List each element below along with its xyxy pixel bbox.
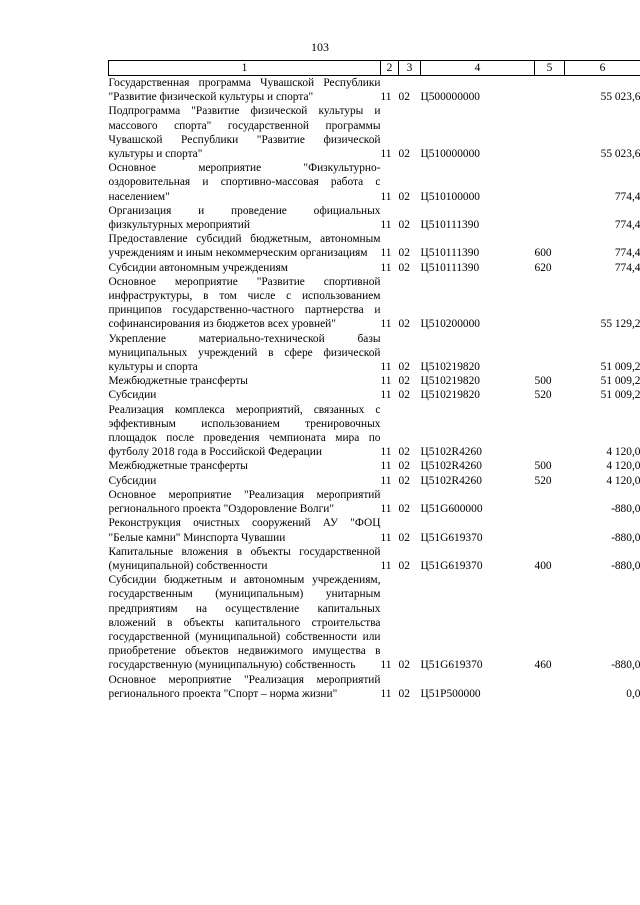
row-name: Организация и проведение официальных физкультурных мероприятий [108, 204, 381, 232]
row-section: 11 [380, 559, 392, 572]
row-expense-type [535, 76, 565, 105]
table-row [109, 474, 640, 488]
row-amount: 55 129,2 [600, 318, 640, 331]
page-number: 103 [311, 40, 329, 54]
row-expense-type [535, 488, 565, 516]
row-expense-type: 620 [534, 261, 552, 274]
table-row [109, 275, 640, 332]
row-target-article: Ц510111390 [420, 219, 480, 232]
row-amount: 4 120,0 [606, 460, 640, 473]
row-name: Предоставление субсидий бюджетным, автономным учреждениям и иным некоммерческим организациям [108, 233, 381, 260]
header-col-3: 3 [399, 61, 421, 76]
row-section: 11 [380, 91, 392, 104]
row-subsection: 02 [398, 91, 410, 104]
row-target-article: Ц510111390 [420, 261, 480, 274]
row-amount: 51 009,2 [600, 361, 640, 374]
row-name: Основное мероприятие "Реализация мероприятий регионального проекта "Оздоровление Волги" [108, 488, 381, 516]
table-row [109, 673, 640, 701]
row-section: 11 [380, 460, 392, 473]
row-target-article: Ц5102R4260 [420, 474, 482, 487]
row-section: 11 [380, 190, 392, 203]
row-section: 11 [380, 219, 392, 232]
row-name: Подпрограмма "Развитие физической культуры и массового спорта" государственной программы Чувашской Республики "Развитие физической культуры и спорта" [108, 105, 381, 161]
table-row [109, 374, 640, 388]
row-name: Межбюджетные трансферты [108, 460, 248, 473]
row-name: Субсидии автономным учреждениям [108, 261, 288, 274]
row-name: Основное мероприятие "Развитие спортивной инфраструктуры, в том числе с использованием принципов государственно-частного партнерства и софинансирования из бюджетов всех уровней" [108, 275, 381, 331]
row-expense-type [535, 516, 565, 544]
row-name: Субсидии бюджетным и автономным учреждениям, государственным (муниципальным) унитарным предприятиям на осуществление капитальных вложений в объекты капитального строительства государственной (муниципальной) собственности или приобретение объектов недвижимого имущества в государственную (муниципальную) собственность [108, 574, 381, 672]
row-expense-type: 460 [534, 659, 552, 672]
row-section: 11 [380, 659, 392, 672]
row-section: 11 [380, 474, 392, 487]
row-amount: 4 120,0 [606, 446, 640, 459]
row-expense-type [535, 403, 565, 460]
row-subsection: 02 [398, 190, 410, 203]
row-name: Субсидии [108, 474, 157, 487]
table-row [109, 232, 640, 260]
table-row [109, 388, 640, 402]
row-target-article: Ц510000000 [420, 148, 480, 161]
row-expense-type: 520 [534, 474, 552, 487]
row-target-article: Ц510111390 [420, 247, 480, 260]
row-subsection: 02 [398, 148, 410, 161]
row-amount: 774,4 [614, 247, 640, 260]
row-target-article: Ц510200000 [420, 318, 480, 331]
row-amount: 774,4 [614, 190, 640, 203]
table-row [109, 488, 640, 516]
row-name: Капитальные вложения в объекты государственной (муниципальной) собственности [108, 545, 381, 572]
row-target-article: Ц51G619370 [420, 531, 483, 544]
row-expense-type [535, 161, 565, 204]
row-subsection: 02 [398, 687, 410, 700]
row-target-article: Ц510219820 [420, 375, 480, 388]
row-subsection: 02 [398, 318, 410, 331]
row-name: Реконструкция очистных сооружений АУ "ФОЦ "Белые камни" Минспорта Чувашии [108, 517, 381, 544]
row-expense-type [535, 104, 565, 161]
row-expense-type: 500 [534, 460, 552, 473]
row-target-article: Ц510219820 [420, 361, 480, 374]
row-amount: 4 120,0 [606, 474, 640, 487]
row-expense-type: 600 [534, 247, 552, 260]
row-section: 11 [380, 375, 392, 388]
table-row [109, 459, 640, 473]
row-subsection: 02 [398, 261, 410, 274]
table-row [109, 516, 640, 544]
row-amount: 774,4 [614, 261, 640, 274]
row-amount: -880,0 [611, 659, 640, 672]
row-amount: 0,0 [626, 687, 640, 700]
row-expense-type: 520 [534, 389, 552, 402]
row-amount: 51 009,2 [600, 389, 640, 402]
row-target-article: Ц5102R4260 [420, 460, 482, 473]
row-name: Субсидии [108, 389, 157, 402]
table-row [109, 545, 640, 573]
table-row [109, 403, 640, 460]
row-target-article: Ц510100000 [420, 190, 480, 203]
row-section: 11 [380, 531, 392, 544]
row-amount: 55 023,6 [600, 148, 640, 161]
table-row [109, 332, 640, 375]
row-expense-type [535, 332, 565, 375]
table-row [109, 76, 640, 105]
row-subsection: 02 [398, 503, 410, 516]
row-name: Реализация комплекса мероприятий, связанных с эффективным использованием тренировочных площадок после проведения чемпионата мира по футболу 2018 года в Российской Федерации [108, 403, 381, 459]
row-section: 11 [380, 361, 392, 374]
row-subsection: 02 [398, 446, 410, 459]
table-row [109, 161, 640, 204]
row-section: 11 [380, 687, 392, 700]
table-header [109, 61, 640, 76]
row-name: Основное мероприятие "Физкультурно-оздоровительная и спортивно-массовая работа с населением" [108, 162, 381, 203]
row-subsection: 02 [398, 460, 410, 473]
row-target-article: Ц51P500000 [420, 687, 481, 700]
row-subsection: 02 [398, 219, 410, 232]
row-expense-type [535, 204, 565, 232]
row-amount: -880,0 [611, 503, 640, 516]
row-section: 11 [380, 261, 392, 274]
table-row [109, 261, 640, 275]
table-row [109, 204, 640, 232]
row-target-article: Ц500000000 [420, 91, 480, 104]
row-target-article: Ц51G619370 [420, 559, 483, 572]
row-name: Укрепление материально-технической базы муниципальных учреждений в сфере физической культуры и спорта [108, 332, 381, 374]
row-amount: 55 023,6 [600, 91, 640, 104]
row-section: 11 [380, 247, 392, 260]
row-amount: -880,0 [611, 531, 640, 544]
header-col-1: 1 [109, 61, 381, 76]
row-name: Государственная программа Чувашской Республики "Развитие физической культуры и спорта" [108, 77, 381, 104]
row-amount: 51 009,2 [600, 375, 640, 388]
row-expense-type: 500 [534, 375, 552, 388]
budget-table [108, 60, 640, 701]
row-name: Межбюджетные трансферты [108, 375, 248, 388]
row-subsection: 02 [398, 247, 410, 260]
header-col-6: 6 [565, 61, 640, 76]
row-subsection: 02 [398, 474, 410, 487]
row-target-article: Ц51G619370 [420, 659, 483, 672]
row-target-article: Ц5102R4260 [420, 446, 482, 459]
row-subsection: 02 [398, 389, 410, 402]
row-section: 11 [380, 389, 392, 402]
row-subsection: 02 [398, 375, 410, 388]
row-expense-type [535, 673, 565, 701]
row-subsection: 02 [398, 531, 410, 544]
row-amount: 774,4 [614, 219, 640, 232]
row-subsection: 02 [398, 559, 410, 572]
row-expense-type: 400 [534, 559, 552, 572]
row-subsection: 02 [398, 361, 410, 374]
row-amount: -880,0 [611, 559, 640, 572]
row-target-article: Ц51G600000 [420, 503, 483, 516]
row-target-article: Ц510219820 [420, 389, 480, 402]
table-body [109, 76, 640, 701]
row-section: 11 [380, 148, 392, 161]
header-col-2: 2 [381, 61, 399, 76]
row-section: 11 [380, 318, 392, 331]
row-section: 11 [380, 503, 392, 516]
table-row [109, 104, 640, 161]
row-section: 11 [380, 446, 392, 459]
header-col-5: 5 [535, 61, 565, 76]
row-name: Основное мероприятие "Реализация мероприятий регионального проекта "Спорт – норма жизни" [108, 673, 381, 700]
header-col-4: 4 [421, 61, 535, 76]
table-row [109, 573, 640, 672]
row-subsection: 02 [398, 659, 410, 672]
row-expense-type [535, 275, 565, 332]
